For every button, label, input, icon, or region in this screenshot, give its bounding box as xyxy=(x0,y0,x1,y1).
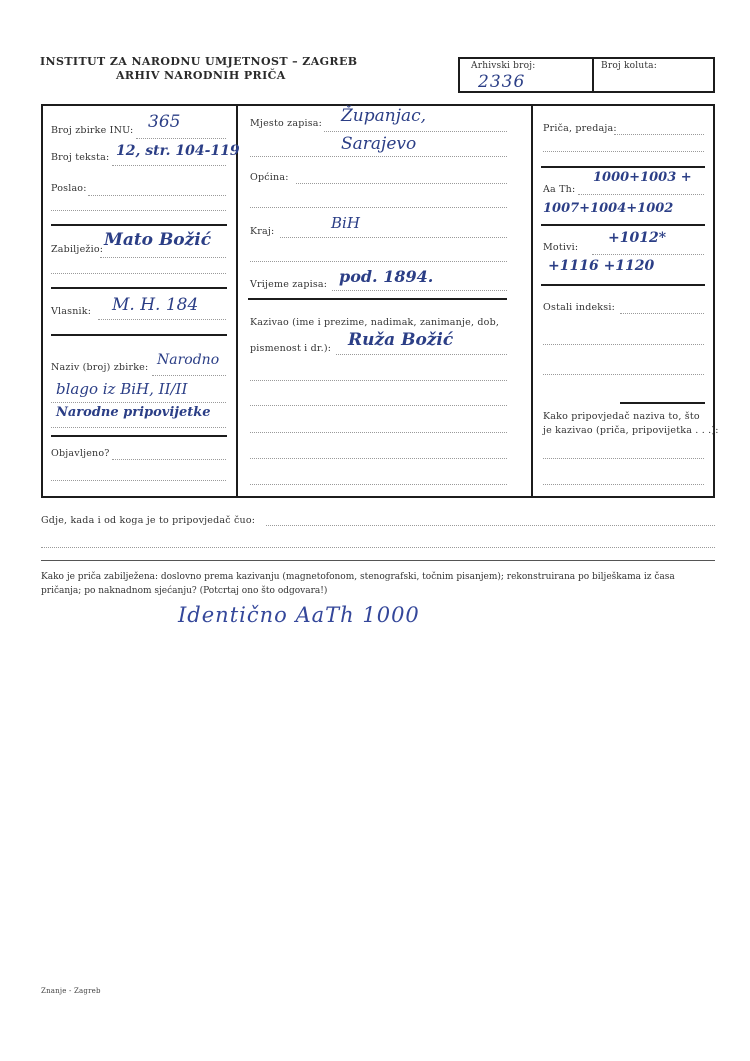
narrator-line-5 xyxy=(250,458,507,459)
motif-line-1 xyxy=(592,254,704,255)
collection-name-value-2: blago iz BiH, II/II xyxy=(56,380,188,398)
time-value: pod. 1894. xyxy=(339,267,434,286)
owner-label: Vlasnik: xyxy=(51,306,92,317)
how-recorded-line-2: pričanja; po naknadnom sjećanju? (Potcrtaj ono što odgovara!) xyxy=(41,586,328,596)
motif-label: Motivi: xyxy=(543,242,579,253)
text-number-value: 12, str. 104-119 xyxy=(116,143,240,159)
recorded-by-value: Mato Božić xyxy=(104,230,212,250)
text-number-line xyxy=(112,165,226,166)
right-divider-4 xyxy=(620,402,705,404)
collection-number-line xyxy=(136,138,226,139)
printer-label: Znanje - Zagreb xyxy=(41,987,101,995)
time-line xyxy=(332,290,507,291)
narrator-label-2: pismenost i dr.): xyxy=(250,343,332,354)
handwritten-note: Identično AaTh 1000 xyxy=(178,603,420,627)
archive-box-divider xyxy=(592,57,594,93)
how-recorded-line-1: Kako je priča zabilježena: doslovno prema kazivanju (magnetofonom, stenografski, točnim pisanjem); rekonstruirana po bilješkama iz časa xyxy=(41,572,675,582)
left-divider-2 xyxy=(51,287,227,289)
institute-title: INSTITUT ZA NARODNU UMJETNOST – ZAGREB xyxy=(40,55,358,68)
collection-name-label: Naziv (broj) zbirke: xyxy=(51,362,149,373)
place-label: Mjesto zapisa: xyxy=(250,118,323,129)
narrator-line-3 xyxy=(250,405,507,406)
narrator-calls-line-2 xyxy=(543,484,704,485)
narrator-label-1: Kazivao (ime i prezime, nadimak, zanimanje, dob, xyxy=(250,317,500,328)
narrator-calls-label-2: je kazivao (priča, pripovijetka . . .): xyxy=(543,425,719,436)
narrator-line-4 xyxy=(250,432,507,433)
municipality-label: Općina: xyxy=(250,172,289,183)
published-line-2 xyxy=(51,480,226,481)
time-label: Vrijeme zapisa: xyxy=(250,279,328,290)
place-value-1: Županjac, xyxy=(341,106,427,126)
story-line-1 xyxy=(614,134,704,135)
left-divider-4 xyxy=(51,435,227,437)
collection-name-line-2 xyxy=(51,402,226,403)
archive-number-label: Arhivski broj: xyxy=(471,61,536,71)
municipality-line-1 xyxy=(296,183,507,184)
other-indexes-line-2 xyxy=(543,344,704,345)
collection-number-label: Broj zbirke INU: xyxy=(51,125,134,136)
narrator-calls-label-1: Kako pripovjedač naziva to, što xyxy=(543,411,700,422)
published-label: Objavljeno? xyxy=(51,448,110,459)
narrator-line-2 xyxy=(250,380,507,381)
right-divider-3 xyxy=(541,284,705,286)
bottom-rule xyxy=(41,560,715,561)
recorded-by-line-2 xyxy=(51,273,226,274)
recorded-by-label: Zabilježio: xyxy=(51,244,104,255)
aath-value-1: 1000+1003 + xyxy=(593,170,692,185)
story-line-2 xyxy=(543,151,704,152)
place-line-2 xyxy=(250,156,507,157)
story-label: Priča, predaja: xyxy=(543,123,617,134)
where-heard-label: Gdje, kada i od koga je to pripovjedač čuo: xyxy=(41,515,256,526)
right-divider-1 xyxy=(541,166,705,168)
column-divider-right xyxy=(531,104,533,498)
aath-label: Aa Th: xyxy=(543,184,576,195)
owner-line xyxy=(98,319,226,320)
region-line-1 xyxy=(280,237,507,238)
right-divider-2 xyxy=(541,224,705,226)
left-divider-1 xyxy=(51,224,227,226)
municipality-line-2 xyxy=(250,207,507,208)
archive-title: ARHIV NARODNIH PRIČA xyxy=(116,69,286,82)
collection-number-value: 365 xyxy=(148,112,181,132)
where-heard-line-2 xyxy=(41,547,715,548)
other-indexes-line-3 xyxy=(543,374,704,375)
collection-name-value-1: Narodno xyxy=(157,352,220,368)
narrator-line-1 xyxy=(336,354,507,355)
narrator-value: Ruža Božić xyxy=(348,330,454,350)
column-divider-left xyxy=(236,104,238,498)
narrator-calls-line-1 xyxy=(543,458,704,459)
sent-line-2 xyxy=(51,210,226,211)
owner-value: M. H. 184 xyxy=(112,295,199,315)
left-divider-3 xyxy=(51,334,227,336)
sent-line-1 xyxy=(88,195,226,196)
text-number-label: Broj teksta: xyxy=(51,152,110,163)
middle-divider xyxy=(248,298,507,300)
recorded-by-line-1 xyxy=(100,257,226,258)
motif-value-1: +1012* xyxy=(608,230,667,246)
collection-name-line-3 xyxy=(51,427,226,428)
aath-line-1 xyxy=(578,194,704,195)
narrator-line-6 xyxy=(250,484,507,485)
other-indexes-label: Ostali indeksi: xyxy=(543,302,615,313)
reel-number-label: Broj koluta: xyxy=(601,61,657,71)
aath-value-2: 1007+1004+1002 xyxy=(543,201,674,216)
archive-number-value: 2336 xyxy=(478,72,526,92)
collection-name-line-1 xyxy=(152,375,226,376)
region-line-2 xyxy=(250,261,507,262)
other-indexes-line-1 xyxy=(620,313,704,314)
place-line-1 xyxy=(324,131,507,132)
motif-value-2: +1116 +1120 xyxy=(548,258,655,274)
published-line-1 xyxy=(112,459,226,460)
where-heard-line-1 xyxy=(266,525,715,526)
place-value-2: Sarajevo xyxy=(341,134,417,154)
region-label: Kraj: xyxy=(250,226,275,237)
collection-name-value-3: Narodne pripovijetke xyxy=(56,405,211,420)
sent-label: Poslao: xyxy=(51,183,87,194)
region-value: BiH xyxy=(331,214,360,232)
